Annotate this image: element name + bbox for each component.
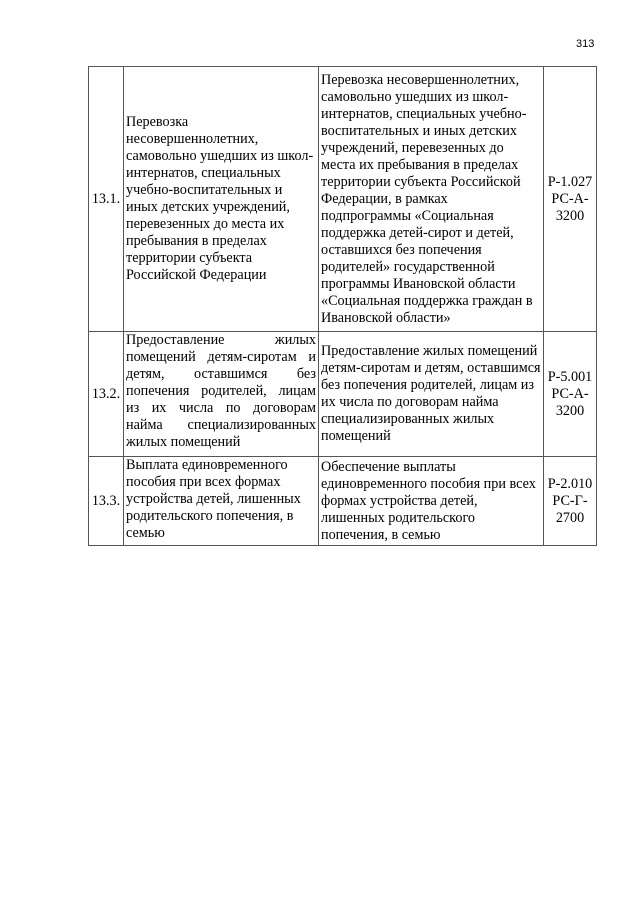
code-line: 3200 [555,402,585,419]
row-number: 13.2. [89,332,124,457]
table-row [89,332,597,457]
program-description: Предоставление жилых помещений детям-сиротам и детям, оставшимся без попечения родителей, лицам из их числа по договорам найма специализированных жилых помещений [319,332,544,457]
service-name: Предоставление жилых помещений детям-сиротам и детям, оставшимся без попечения родителей, лицам из их числа по договорам найма специализированных жилых помещений [124,332,319,457]
code-line: 2700 [555,509,585,526]
service-code [544,332,597,457]
code-line: РС-А- [551,190,589,207]
service-code [544,67,597,332]
program-description: Обеспечение выплаты единовременного пособия при всех формах устройства детей, лишенных родительского попечения, в семью [319,457,544,546]
services-table [88,66,597,546]
table-row [89,67,597,332]
page-number: 313 [576,38,595,50]
service-name: Перевозка несовершеннолетних, самовольно ушедших из школ-интернатов, специальных учебно-воспитательных и иных детских учреждений, перевезенных до места их пребывания в пределах территории субъекта Российской Федерации [124,67,319,332]
row-number: 13.3. [89,457,124,546]
table-row [89,457,597,546]
service-name: Выплата единовременного пособия при всех формах устройства детей, лишенных родительского попечения, в семью [124,457,319,546]
code-line: Р-5.001 [547,368,593,385]
code-line: Р-1.027 [547,173,593,190]
row-number: 13.1. [89,67,124,332]
service-code [544,457,597,546]
code-line: РС-Г- [552,492,588,509]
code-line: Р-2.010 [547,475,593,492]
code-line: 3200 [555,207,585,224]
program-description: Перевозка несовершеннолетних, самовольно ушедших из школ-интернатов, специальных учебно-воспитательных и иных детских учреждений, перевезенных до места их пребывания в пределах территории субъекта Российской Федерации, в рамках подпрограммы «Социальная поддержка детей-сирот и детей, оставшихся без попечения родителей» государственной программы Ивановской области «Социальная поддержка граждан в Ивановской области» [319,67,544,332]
code-line: РС-А- [551,385,589,402]
